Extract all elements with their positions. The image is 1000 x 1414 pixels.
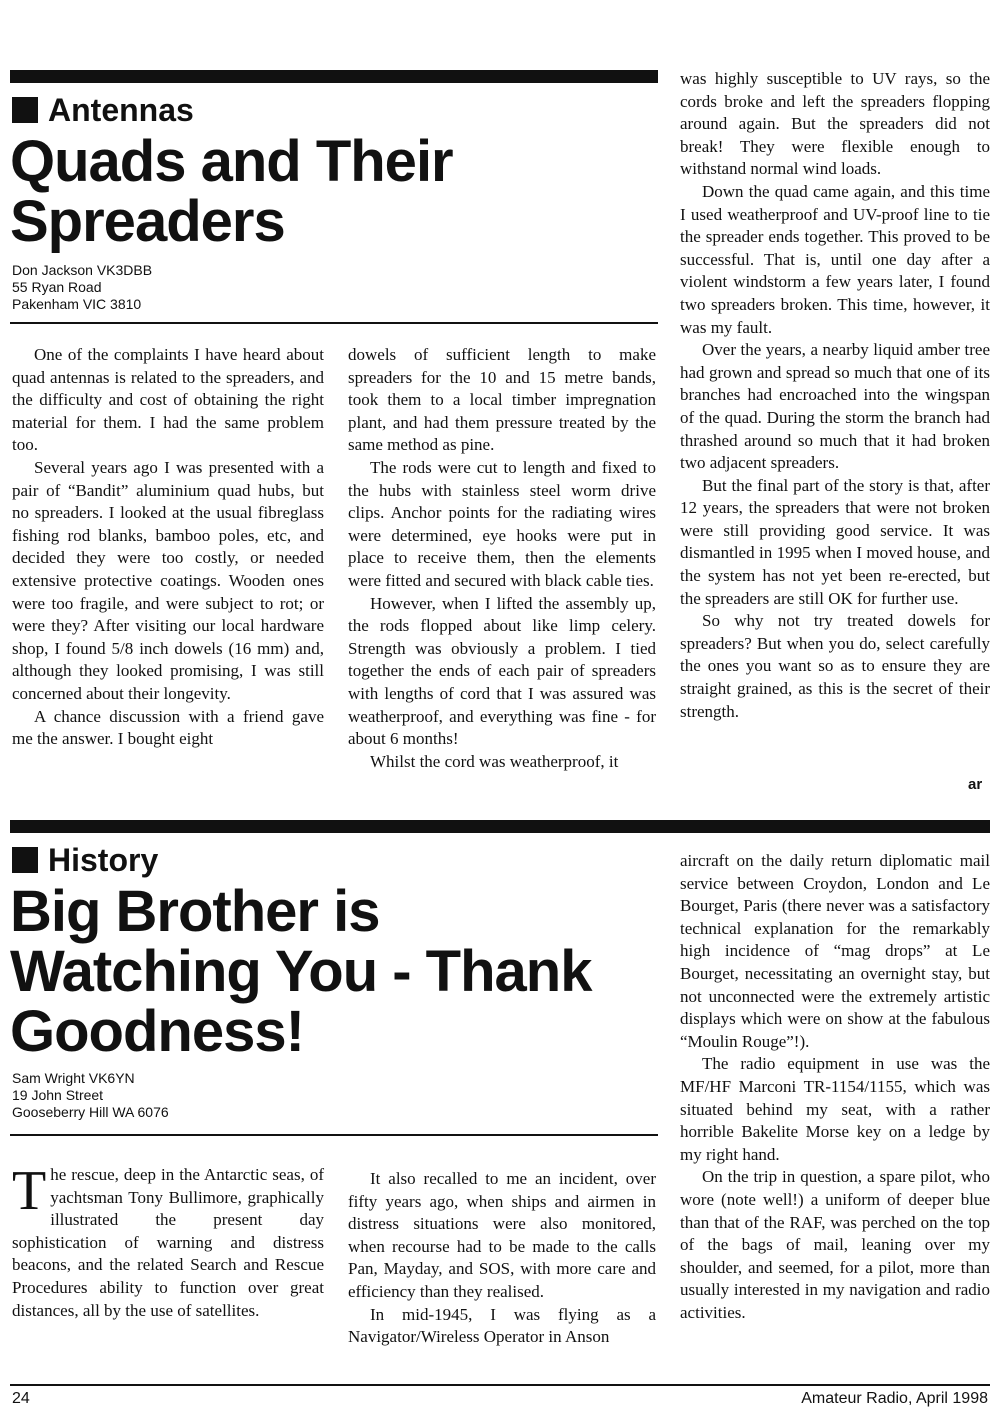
article2-top-rule [10, 820, 990, 833]
article1-column-1 [12, 344, 324, 751]
article1-end-mark: ar [968, 776, 983, 793]
article2-section-heading [12, 842, 158, 878]
article2-byline-rule [10, 1134, 658, 1136]
article1-top-rule [10, 70, 658, 83]
article1-title-line2: Spreaders [10, 189, 285, 254]
publication-info: Amateur Radio, April 1998 [801, 1390, 988, 1407]
article2-author-block [12, 1070, 169, 1121]
paragraph: On the trip in question, a spare pilot, who wore (note well!) a uniform of deeper blue than that of the RAF, was perched on the top of the bags of mail, leaning over my shoulder, and seemed, for a pilot, more than usually interested in my navigation and radio activities. [680, 1167, 990, 1322]
article1-author-town: Pakenham VIC 3810 [12, 296, 142, 312]
paragraph: The radio equipment in use was the MF/HF Marconi TR-1154/1155, which was situated behind my seat, with a rather horrible Bakelite Morse key on a ledge by my right hand. [680, 1054, 990, 1164]
paragraph: So why not try treated dowels for spreaders? But when you do, select carefully the ones you want so as to ensure they are straight grained, as this is the secret of their strength. [680, 611, 990, 721]
article2-column-2 [348, 1168, 656, 1349]
paragraph: dowels of sufficient length to make spreaders for the 10 and 15 metre bands, took them to a local timber impregnation plant, and had them pressure treated by the same method as pine. [348, 345, 656, 455]
article1-column-3 [680, 68, 990, 723]
paragraph: But the final part of the story is that, after 12 years, the spreaders that were not broken were still providing good service. It was dismantled in 1995 when I moved house, and the system has not yet been re-erected, but the spreaders are still OK for further use. [680, 475, 990, 608]
section-square-icon [12, 97, 38, 123]
article1-section-label: Antennas [48, 92, 194, 128]
article2-title-line2: Watching You - Thank [10, 939, 592, 1004]
paragraph: aircraft on the daily return diplomatic mail service between Croydon, London and Le Bourget, Paris (there never was a satisfactory technical explanation for the remarkably high incidence of “mag drops” at Le Bourget, necessitating an overnight stay, but not unconnected were the extremely artistic displays which were on show at the fabulous “Moulin Rouge”!). [680, 851, 990, 1051]
article2-title-line3: Goodness! [10, 999, 304, 1064]
paragraph: The rods were cut to length and fixed to the hubs with stainless steel worm drive clips. Anchor points for the radiating wires were determined, eye hooks were put in place to receive them, then the elements were fitted and secured with black cable ties. [348, 457, 656, 590]
paragraph: Down the quad came again, and this time I used weatherproof and UV-proof line to tie the spreader ends together. This proved to be successful. That is, until one day after a violent windstorm a few years later, I found two spreaders broken. This time, however, it was my fault. [680, 181, 990, 337]
article1-author-name: Don Jackson VK3DBB [12, 262, 153, 278]
article2-author-town: Gooseberry Hill WA 6076 [12, 1104, 169, 1120]
paragraph: Over the years, a nearby liquid amber tree had grown and spread so much that one of its branches had encroached into the wingspan of the quad. During the storm the branch had thrashed around so much that it had broken two adjacent spreaders. [680, 340, 990, 473]
article1-section-heading [12, 92, 194, 128]
article2-author-name: Sam Wright VK6YN [12, 1070, 135, 1086]
paragraph: It also recalled to me an incident, over fifty years ago, when ships and airmen in distress situations were also monitored, when recourse had to be made to the calls Pan, Mayday, and SOS, with more care and efficiency than they realised. [348, 1169, 656, 1301]
article1-title [10, 129, 650, 254]
paragraph [12, 1160, 324, 1322]
paragraph: Several years ago I was presented with a pair of “Bandit” aluminium quad hubs, but no spreaders. I looked at the usual fibreglass fishing rod blanks, bamboo poles, etc, and decided they were too costly, or needed extensive protective coatings. Wooden ones were too fragile, and were subject to rot; or were they? After visiting our local hardware shop, I found 5/8 inch dowels (16 mm) and, although they looked promising, I was still concerned about their longevity. [12, 457, 324, 703]
article1-title-line1: Quads and Their [10, 129, 453, 194]
article2-title-line1: Big Brother is [10, 879, 380, 944]
paragraph: However, when I lifted the assembly up, the rods flopped about like limp celery. Strength was obviously a problem. I tied together the ends of each pair of spreaders with lengths of cord that I was assured was weatherproof, and everything was fine - for about 6 months! [348, 593, 656, 749]
paragraph: A chance discussion with a friend gave me the answer. I bought eight [12, 706, 324, 749]
article2-author-street: 19 John Street [12, 1087, 104, 1103]
paragraph: One of the complaints I have heard about quad antennas is related to the spreaders, and the difficulty and cost of obtaining the right material for them. I had the same problem too. [12, 345, 324, 455]
paragraph: Whilst the cord was weatherproof, it [370, 751, 619, 771]
drop-cap: T [12, 1160, 47, 1222]
article2-title [10, 879, 670, 1064]
article1-byline-rule [10, 322, 658, 324]
paragraph: In mid-1945, I was flying as a Navigator/Wireless Operator in Anson [348, 1304, 656, 1347]
article2-section-label: History [48, 842, 159, 878]
paragraph: was highly susceptible to UV rays, so the cords broke and left the spreaders flopping around again. But the spreaders did not break! They were flexible enough to withstand normal wind loads. [680, 69, 990, 179]
page-number: 24 [12, 1390, 30, 1407]
article1-author-block [12, 262, 152, 313]
article2-column-1 [12, 1160, 324, 1322]
article2-column-3 [680, 850, 990, 1324]
section-square-icon [12, 847, 38, 873]
footer-rule [10, 1384, 990, 1386]
article1-author-street: 55 Ryan Road [12, 279, 102, 295]
article1-column-2 [348, 344, 656, 773]
paragraph-text: he rescue, deep in the Antarctic seas, of yachtsman Tony Bullimore, graphically illustrated the present day sophistication of warning and distress beacons, and the related Search and Rescue Procedures ability to function over great distances, all by the use of satellites. [12, 1165, 324, 1320]
